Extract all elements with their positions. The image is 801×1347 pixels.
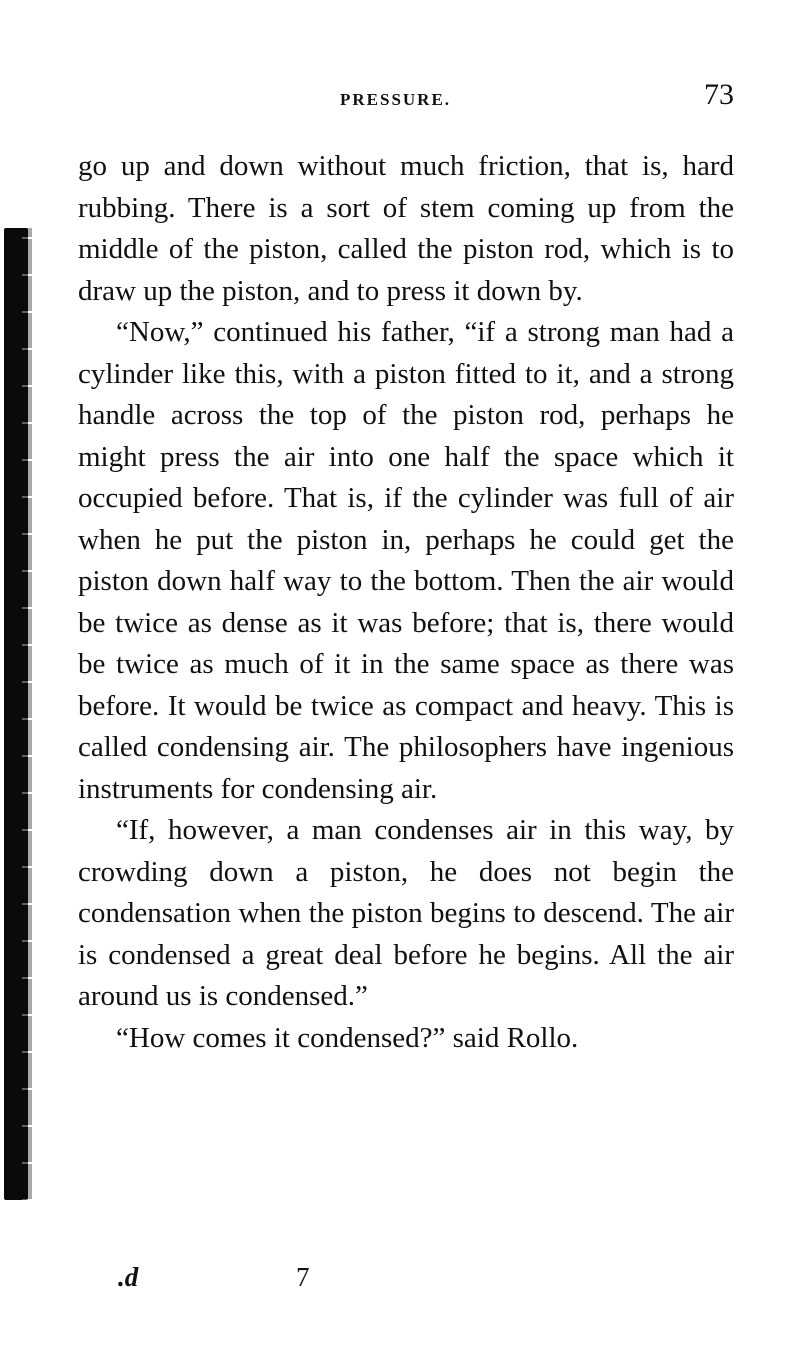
paragraph-1: go up and down without much friction, that is, hard rubbing. There is a sort of stem coming up from the middle of the piston, called the piston rod, which is to draw up the piston, and to press it down by. xyxy=(78,150,734,307)
body-text xyxy=(78,146,734,1059)
signature-mark: .d xyxy=(118,1262,139,1292)
page-footer xyxy=(78,1262,734,1302)
page-number: 73 xyxy=(704,78,734,111)
binding-shadow xyxy=(4,228,28,1200)
paragraph-2: “Now,” continued his father, “if a strong man had a cylinder like this, with a piston fitted to it, and a strong handle across the top of the piston rod, perhaps he might press the air into one half the space which it occupied before. That is, if the cylinder was full of air when he put the piston in, perhaps he could get the piston down half way to the bottom. Then the air would be twice as dense as it was before; that is, there would be twice as much of it in the same space as there was before. It would be twice as compact and heavy. This is called condensing air. The philosophers have ingenious instruments for condensing air. xyxy=(78,316,734,805)
paragraph-3: “If, however, a man condenses air in this way, by crowding down a piston, he does not begin the condensation when the piston begins to descend. The air is condensed a great deal before he begins. All the air around us is condensed.” xyxy=(78,814,734,1012)
paragraph-4: “How comes it condensed?” said Rollo. xyxy=(116,1021,579,1054)
signature-number: 7 xyxy=(296,1262,310,1292)
running-head: PRESSURE. xyxy=(340,90,452,109)
page-header xyxy=(78,78,734,118)
